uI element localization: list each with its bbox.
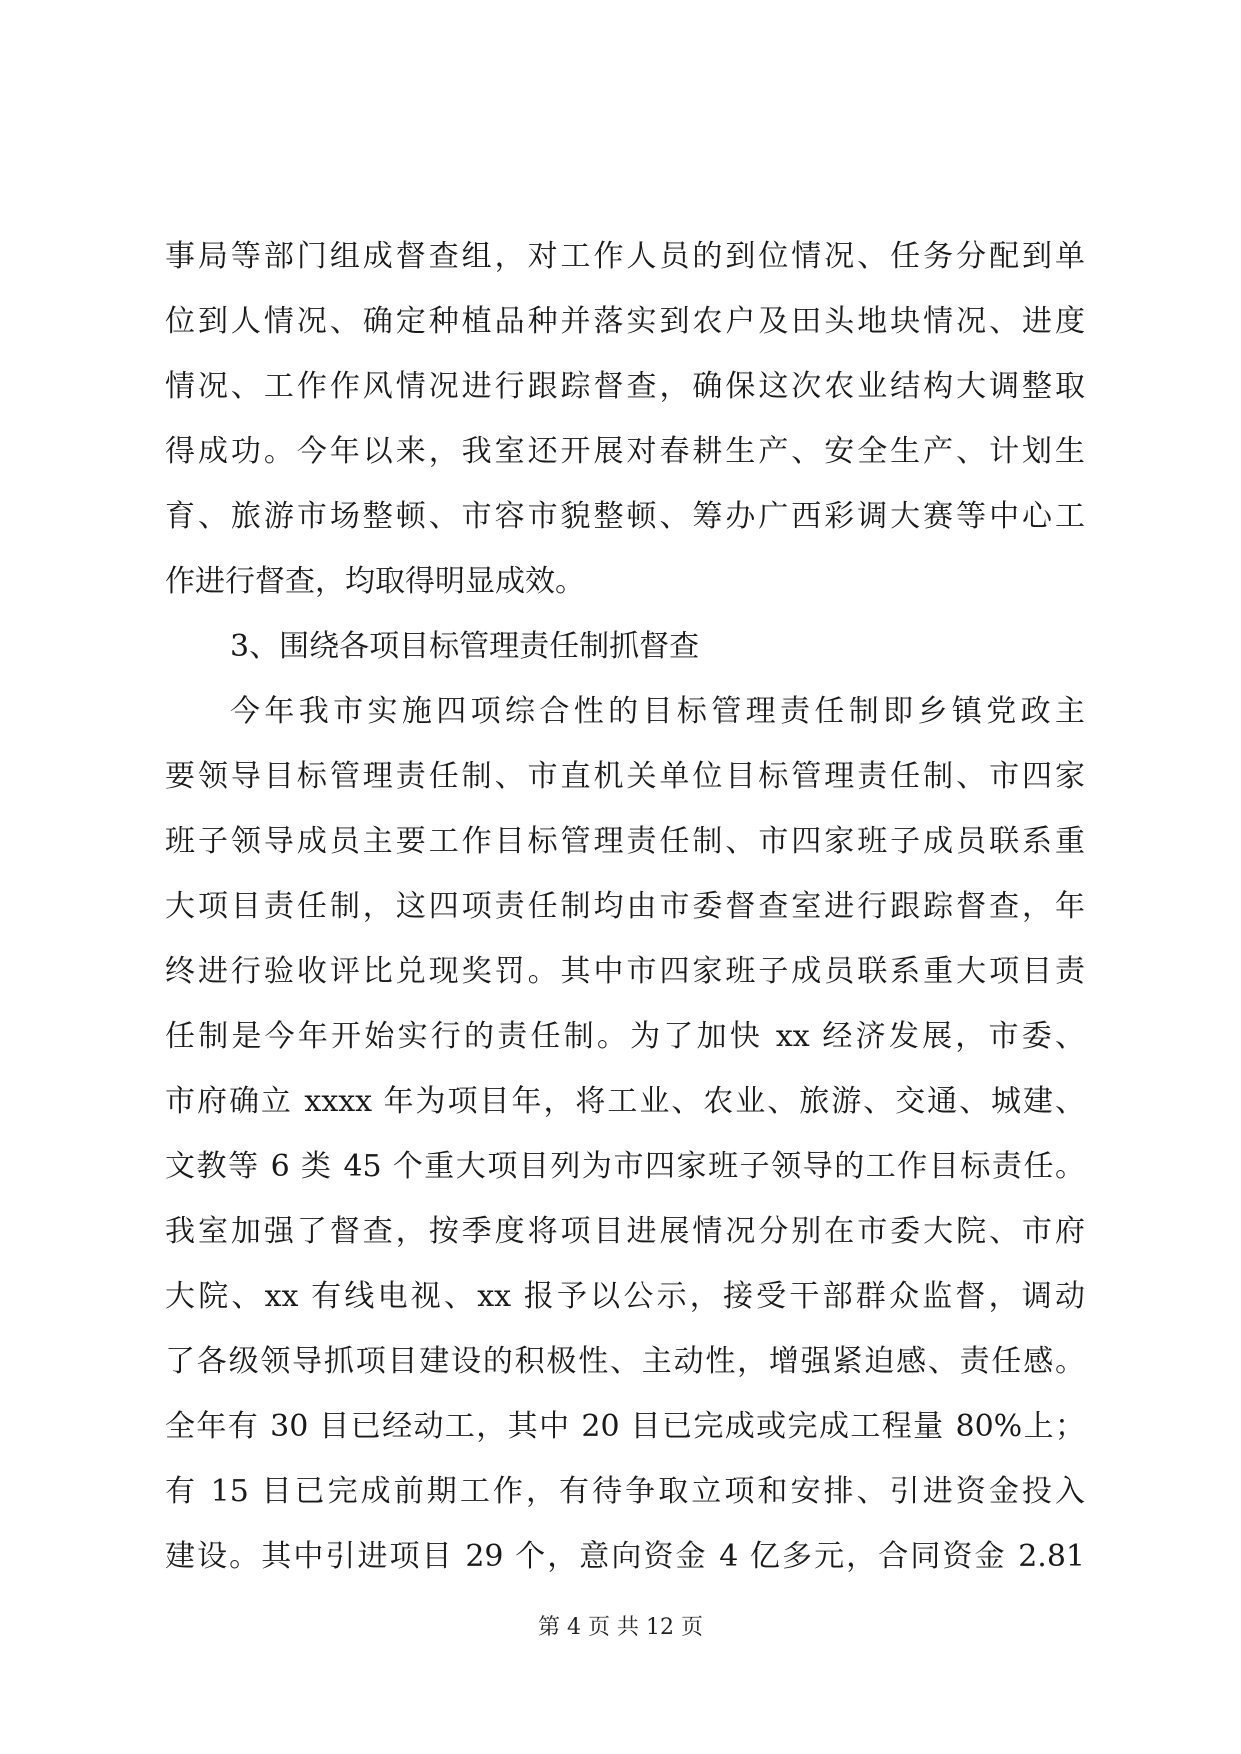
page-number-label: 第 4 页 共 12 页 [538,1615,703,1640]
text-line: 大院、xx 有线电视、xx 报予以公示，接受干部群众监督，调动 [165,1279,1085,1314]
section-heading [165,614,1085,679]
text-line: 得成功。今年以来，我室还开展对春耕生产、安全生产、计划生 [165,434,1085,469]
text-line: 大项目责任制，这四项责任制均由市委督查室进行跟踪督查，年 [165,889,1085,924]
text-line: 要领导目标管理责任制、市直机关单位目标管理责任制、市四家 [165,759,1085,794]
text-line: 任制是今年开始实行的责任制。为了加快 xx 经济发展，市委、 [165,1019,1085,1054]
text-line: 班子领导成员主要工作目标管理责任制、市四家班子成员联系重 [165,824,1085,859]
text-line: 我室加强了督查，按季度将项目进展情况分别在市委大院、市府 [165,1214,1085,1249]
paragraph [165,224,1085,614]
text-line: 市府确立 xxxx 年为项目年，将工业、农业、旅游、交通、城建、 [165,1084,1085,1119]
text-line: 事局等部门组成督查组，对工作人员的到位情况、任务分配到单 [165,239,1085,274]
heading-text: 3、围绕各项目标管理责任制抓督查 [230,629,700,664]
text-line: 终进行验收评比兑现奖罚。其中市四家班子成员联系重大项目责 [165,954,1085,989]
text-line: 情况、工作作风情况进行跟踪督查，确保这次农业结构大调整取 [165,369,1085,404]
page-footer [0,1613,1241,1643]
text-line: 建设。其中引进项目 29 个，意向资金 4 亿多元，合同资金 2.81 [165,1539,1085,1574]
text-line: 作进行督查，均取得明显成效。 [165,564,585,599]
text-line: 育、旅游市场整顿、市容市貌整顿、筹办广西彩调大赛等中心工 [165,499,1085,534]
text-line: 全年有 30 目已经动工，其中 20 目已完成或完成工程量 80%上； [165,1409,1085,1444]
paragraph [165,679,1085,1589]
text-line: 有 15 目已完成前期工作，有待争取立项和安排、引进资金投入 [165,1474,1085,1509]
text-line: 文教等 6 类 45 个重大项目列为市四家班子领导的工作目标责任。 [165,1149,1085,1184]
text-line: 位到人情况、确定种植品种并落实到农户及田头地块情况、进度 [165,304,1085,339]
text-line: 了各级领导抓项目建设的积极性、主动性，增强紧迫感、责任感。 [165,1344,1085,1379]
text-line: 今年我市实施四项综合性的目标管理责任制即乡镇党政主 [230,694,1085,729]
body-text [165,224,1085,1589]
